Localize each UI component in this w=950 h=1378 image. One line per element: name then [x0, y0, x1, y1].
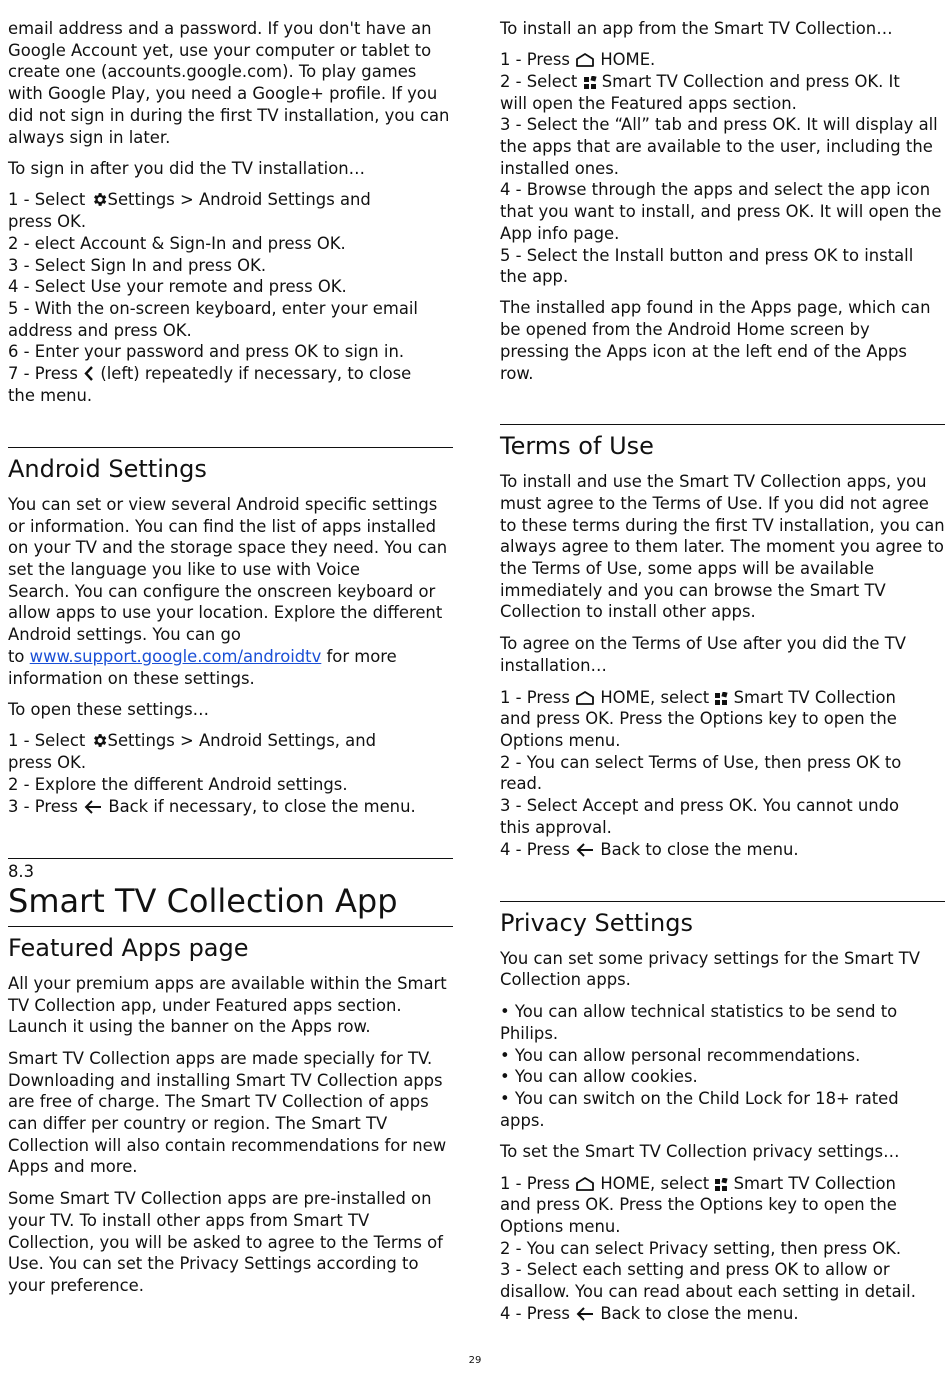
privacy-intro: You can set some privacy settings for the Smart TV Collection apps. [500, 948, 921, 990]
section-heading-privacy-settings: Privacy Settings [500, 908, 693, 937]
signin-intro: To sign in after you did the TV installation… [8, 159, 366, 179]
left-column [8, 18, 453, 1297]
list-item: Philips. [500, 1023, 559, 1043]
right-column [500, 18, 945, 1334]
home-icon [575, 52, 595, 68]
section-heading-android-settings: Android Settings [8, 454, 207, 483]
section-heading-terms-of-use: Terms of Use [500, 432, 654, 461]
android-support-link[interactable]: www.support.google.com/androidtv [29, 646, 322, 666]
list-item: • You can switch on the Child Lock for 18+ rated apps. [500, 1088, 899, 1130]
list-item: • You can allow personal recommendations. [500, 1045, 861, 1065]
terms-paragraph: To install and use the Smart TV Collection apps, you must agree to the Terms of Use. If you did not agree to these terms during the first TV installation, you can always agree to them later. The moment you agree to the Terms of Use, some apps will be available immediately and you can browse the Smart TV Collection to install other apps. [500, 472, 945, 622]
step-3: 3 - Select Sign In and press OK. [8, 255, 267, 275]
step-6: 6 - Enter your password and press OK to sign in. [8, 342, 405, 362]
back-arrow-icon [83, 799, 103, 815]
text-line: email address and a password. If you don't have an [8, 19, 432, 38]
list-item: • You can allow cookies. [500, 1067, 698, 1087]
android-settings-paragraph: You can set or view several Android specific settings or information. You can find the list of apps installed on your TV and the storage space they need. You can set the language you like to use with Voice Search. You can configure the onscreen keyboard or allow apps to use your location. Explore the different Android settings. You can go to www.support.google.com/androidtv for more information on these settings. [8, 494, 448, 688]
text-line: Google Account yet, use your computer or tablet to [8, 40, 432, 60]
open-settings-intro: To open these settings… [8, 700, 210, 720]
gear-icon [91, 191, 108, 208]
text-line: with Google Play, you need a Google+ profile. If you [8, 84, 438, 104]
featured-paragraph-1: All your premium apps are available within the Smart TV Collection app, under Featured apps section. Launch it using the banner on the Apps row. [8, 973, 447, 1037]
open-settings-steps: 1 - Select Settings > Android Settings, and press OK. 2 - Explore the different Android settings. 3 - Press Back if necessary, to close the menu. [8, 731, 416, 816]
privacy-set-intro: To set the Smart TV Collection privacy settings… [500, 1142, 900, 1162]
terms-agree-intro: To agree on the Terms of Use after you did the TV installation… [500, 634, 906, 675]
privacy-steps: 1 - Press HOME, select Smart TV Collection and press OK. Press the Options key to open the Options menu. 2 - You can select Privacy setting, then press OK. 3 - Select each setting and press OK to allow or disallow. You can read about each setting in detail. 4 - Press Back to close the menu. [500, 1173, 916, 1323]
step-4: 4 - Select Use your remote and press OK. [8, 277, 347, 297]
gear-icon [91, 732, 108, 749]
install-steps: 1 - Press HOME. 2 - Select Smart TV Collection and press OK. It will open the Featured apps section. 3 - Select the “All” tab and press OK. It will display all the apps that are available to the user, including the installed ones. 4 - Browse through the apps and select the app icon that you want to install, and press OK. It will open the App info page. 5 - Select the Install button and press OK to install the app. [500, 50, 942, 287]
step-5: 5 - With the on-screen keyboard, enter your email [8, 298, 418, 318]
privacy-bullet-list [500, 1001, 945, 1131]
smart-tv-collection-icon [583, 76, 597, 90]
back-arrow-icon [575, 1306, 595, 1322]
text-line: create one (accounts.google.com). To play games [8, 62, 417, 82]
chapter-title: Smart TV Collection App [8, 881, 398, 920]
chapter-number: 8.3 [8, 861, 35, 881]
signin-steps: 1 - Select Settings > Android Settings and press OK. 2 - elect Account & Sign-In and press OK. 3 - Select Sign In and press OK. 4 - Select Use your remote and press OK. 5 - With the on-screen keyboard, enter your email address and press OK. 6 - Enter your password and press OK to sign in. 7 - Press (left) repeatedly if necessary, to close the menu. [8, 189, 453, 406]
installed-paragraph: The installed app found in the Apps page, which can be opened from the Android Home screen by pressing the Apps icon at the left end of the Apps row. [500, 298, 931, 383]
smart-tv-collection-icon [714, 1178, 728, 1192]
text-line: always sign in later. [8, 127, 171, 147]
install-intro: To install an app from the Smart TV Collection… [500, 19, 893, 38]
step-1: 1 - Select Settings > Android Settings and [8, 190, 371, 210]
step-2: 2 - elect Account & Sign-In and press OK. [8, 233, 346, 253]
section-heading-featured-apps: Featured Apps page [8, 933, 249, 962]
text-line: did not sign in during the first TV installation, you can [8, 105, 450, 125]
featured-paragraph-2: Smart TV Collection apps are made specially for TV. Downloading and installing Smart TV Collection apps are free of charge. The Smart TV Collection of apps can differ per country or region. The Smart TV Collection will also contain recommendations for new Apps and more. [8, 1048, 447, 1177]
smart-tv-collection-icon [714, 692, 728, 706]
list-item: • You can allow technical statistics to be send to [500, 1002, 898, 1022]
step-7: 7 - Press (left) repeatedly if necessary, to close [8, 364, 412, 384]
featured-paragraph-3: Some Smart TV Collection apps are pre-installed on your TV. To install other apps from Smart TV Collection, you will be asked to agree to the Terms of Use. You can set the Privacy Settings according to your preference. [8, 1189, 443, 1295]
back-arrow-icon [575, 842, 595, 858]
terms-steps: 1 - Press HOME, select Smart TV Collection and press OK. Press the Options key to open the Options menu. 2 - You can select Terms of Use, then press OK to read. 3 - Select Accept and press OK. You cannot undo this approval. 4 - Press Back to close the menu. [500, 687, 902, 859]
home-icon [575, 690, 595, 706]
intro-paragraph [8, 18, 453, 148]
page-number: 29 [468, 1355, 482, 1366]
home-icon [575, 1176, 595, 1192]
chevron-left-icon [83, 365, 95, 382]
